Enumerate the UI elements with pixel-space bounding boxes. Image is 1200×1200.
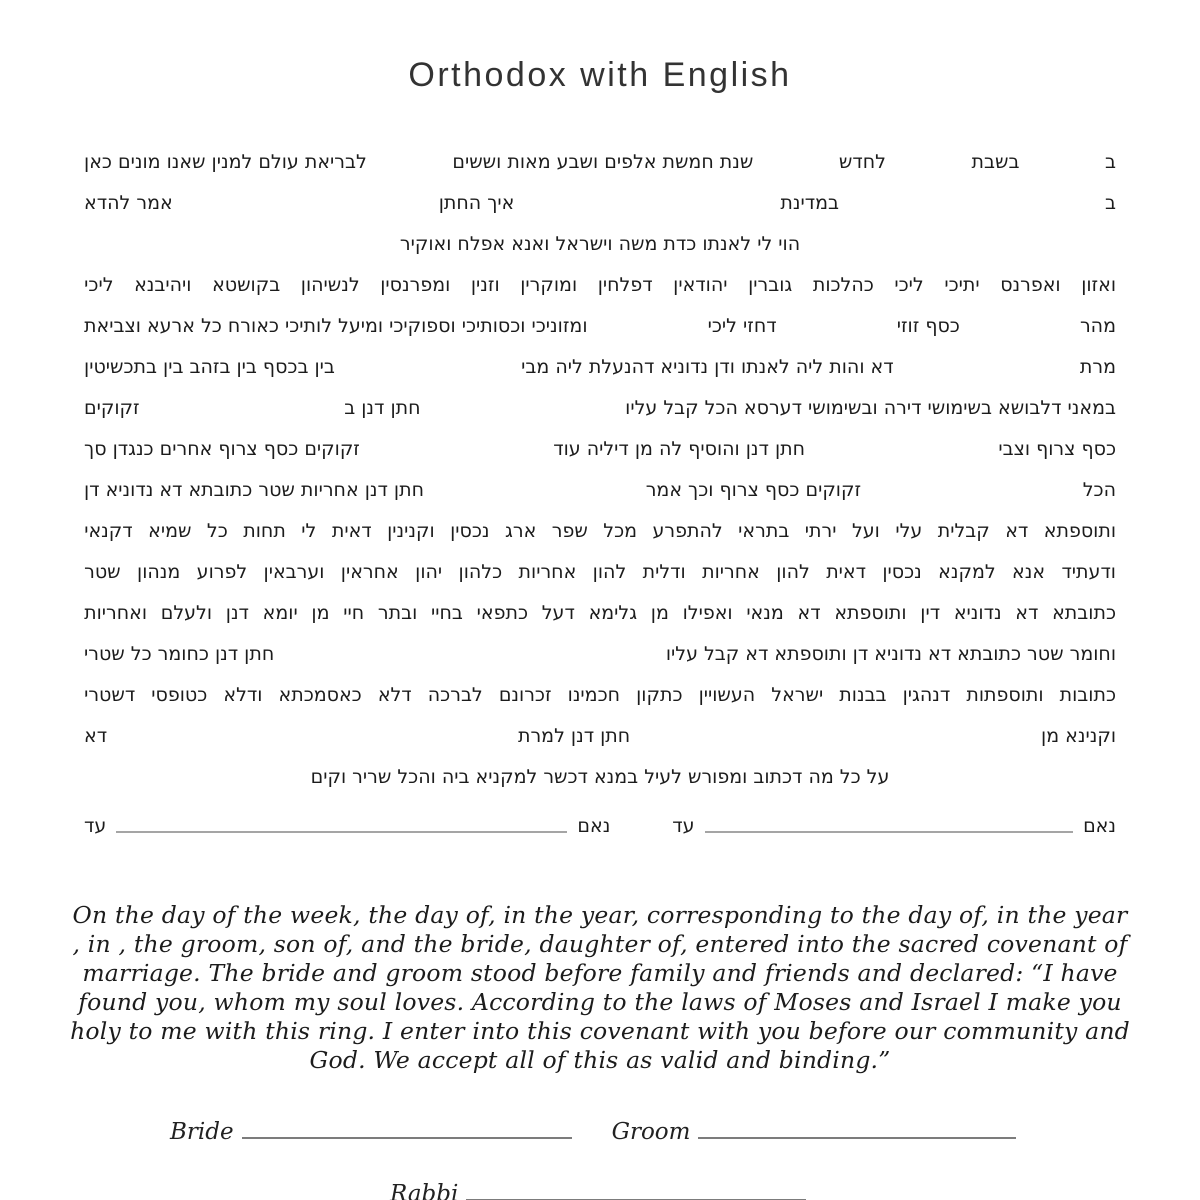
hebrew-segment: עלי [895,519,923,542]
hebrew-line [84,469,1116,510]
hebrew-segment: דחזי ליכי [707,314,777,337]
hebrew-segment: חתן דנן אחריות שטר כתובתא דא נדוניא דן [84,478,424,501]
hebrew-segment: במאני דלבושא בשימושי דירה ובשימושי דערסא הכל קבל עליו [625,396,1116,419]
hebrew-segment: ואזון [1081,273,1116,296]
witness-signature-line-2 [116,830,567,833]
hebrew-segment: לברכה [427,683,483,706]
hebrew-segment: וזנין [470,273,500,296]
hebrew-segment: ויהיבנא [134,273,192,296]
hebrew-segment: ודלא [223,683,263,706]
hebrew-segment: דקנאי [84,519,133,542]
hebrew-line [84,592,1116,633]
witness-label: עד [84,815,107,837]
hebrew-line [84,510,1116,551]
hebrew-segment: בקושטא [212,273,281,296]
hebrew-segment: חתן דנן למרת [517,724,631,747]
hebrew-segment: דא והות ליה לאנתו ודן נדוניא דהנעלת ליה מבי [521,355,894,378]
hebrew-segment: זקוקים [84,396,140,419]
hebrew-segment: מן [650,601,669,624]
hebrew-segment: ועל [851,519,880,542]
hebrew-segment: וקנינין [387,519,435,542]
hebrew-segment: יומא [262,601,298,624]
hebrew-segment: חתן דנן כחומר כל שטרי [84,642,275,665]
hebrew-segment: אנא [1012,560,1046,583]
hebrew-segment: אחריות [702,560,760,583]
groom-label: Groom [611,1119,691,1145]
witness-signature-slot-1 [672,815,1116,837]
hebrew-segment: להתפרע [652,519,723,542]
hebrew-segment: העשויין [698,683,756,706]
hebrew-line [84,346,1116,387]
hebrew-segment: חכמינו [567,683,621,706]
hebrew-segment: ואפילו [682,601,733,624]
hebrew-segment: בבנות [839,683,887,706]
hebrew-segment: כסף צרוף וצבי [998,437,1116,460]
hebrew-segment: דנהגין [902,683,951,706]
hebrew-segment: ב [1105,191,1116,214]
hebrew-segment: כתובות [1059,683,1116,706]
hebrew-segment: יהודאין [673,273,728,296]
hebrew-line [84,264,1116,305]
hebrew-segment: ישראל [771,683,824,706]
hebrew-segment: כל [206,519,228,542]
bride-signature-line [242,1123,572,1139]
hebrew-segment: ודלית [642,560,686,583]
hebrew-segment: שפר [551,519,588,542]
hebrew-segment: גלימא [588,601,638,624]
hebrew-segment: ואפרנס [1000,273,1061,296]
hebrew-segment: יתיכי [944,273,980,296]
hebrew-segment: בשבת [971,150,1020,173]
hebrew-segment: ודעתיד [1061,560,1116,583]
hebrew-segment: חיי [343,601,365,624]
hebrew-text-block [84,141,1116,797]
hebrew-segment: דין [920,601,941,624]
hebrew-segment: קבלית [937,519,990,542]
hebrew-witness-signature-row [84,807,1116,837]
hebrew-segment: ובתר [377,601,418,624]
english-vows-paragraph: On the day of the week, the day of, in the year, corresponding to the day of, in the year , in , the groom, son of, and the bride, daughter of, entered into the sacred covenant of marriage. The bride and groom stood before family and friends and declared: “I have found you, whom my soul loves. According to the laws of Moses and Israel I make you holy to me with this ring. I enter into this covenant with you before our community and God. We accept all of this as valid and binding.” [70,901,1130,1074]
bride-groom-signature-row [0,1119,1200,1145]
rabbi-label: Rabbi [390,1181,459,1200]
hebrew-segment: לבריאת עולם למנין שאנו מונים כאן [84,150,367,173]
hebrew-segment: כאסמכתא [278,683,362,706]
hebrew-line [84,715,1116,756]
hebrew-line [84,428,1116,469]
hebrew-segment: ב [1105,150,1116,173]
hebrew-segment: כתקון [636,683,683,706]
hebrew-segment: בחיי [431,601,463,624]
hebrew-segment: חתן דנן ב [344,396,421,419]
witness-label: עד [672,815,695,837]
hebrew-segment: ואחריות [84,601,148,624]
hebrew-segment: כטופסי [151,683,208,706]
hebrew-segment: מנהון [137,560,181,583]
hebrew-segment: דאית [826,560,866,583]
hebrew-segment: הכל [1082,478,1116,501]
hebrew-line [84,674,1116,715]
hebrew-line [84,387,1116,428]
hebrew-segment: זקוקים כסף צרוף וכך אמר [645,478,862,501]
hebrew-segment: לחדש [838,150,886,173]
hebrew-segment: איך החתן [438,191,515,214]
hebrew-segment: אמר להדא [84,191,173,214]
hebrew-segment: נכסין [450,519,490,542]
hebrew-segment: שנת חמשת אלפים ושבע מאות וששים [452,150,754,173]
hebrew-segment: כתובתא [1052,601,1116,624]
hebrew-segment: למקנא [938,560,996,583]
hebrew-segment: מנאי [746,601,784,624]
witness-signature-line-1 [705,830,1074,833]
rabbi-signature-line [466,1185,806,1200]
hebrew-segment: להון [776,560,810,583]
hebrew-segment: לפרוע [196,560,248,583]
hebrew-line [84,633,1116,674]
hebrew-segment: שמיא [148,519,192,542]
hebrew-segment: מן [311,601,330,624]
hebrew-segment: מכל [603,519,638,542]
declarant-label: נאם [1083,815,1116,837]
hebrew-segment: דא [797,601,821,624]
hebrew-segment: דפלחין [597,273,653,296]
hebrew-line: הוי לי לאנתו כדת משה וישראל ואנא אפלח ואוקיר [399,232,801,255]
hebrew-segment: דא [1015,601,1039,624]
hebrew-segment: כהלכות [812,273,874,296]
hebrew-segment: מרת [1079,355,1116,378]
hebrew-segment: דשטרי [84,683,136,706]
hebrew-segment: ירתי [804,519,837,542]
hebrew-segment: זקוקים כסף צרוף אחרים כנגדן סך [84,437,360,460]
hebrew-segment: אחריות [518,560,577,583]
hebrew-segment: אחראין [340,560,399,583]
hebrew-segment: דעל [541,601,575,624]
hebrew-segment: וקנינא מן [1041,724,1116,747]
hebrew-segment: במדינת [780,191,839,214]
hebrew-segment: גוברין [748,273,793,296]
hebrew-segment: כסף זוזי [896,314,960,337]
hebrew-segment: דא [84,724,108,747]
hebrew-segment: דנן [225,601,249,624]
hebrew-line [84,182,1116,223]
page-title: Orthodox with English [408,56,792,94]
hebrew-segment: וחומר שטר כתובתא דא נדוניא דן ותוספתא דא קבל עליו [665,642,1116,665]
hebrew-segment: כלהון [458,560,503,583]
hebrew-segment: כתפאי [476,601,529,624]
hebrew-segment: ומזוניכי וכסותיכי וספוקיכי ומיעל לותיכי כאורח כל ארעא וצביאת [84,314,588,337]
bride-label: Bride [170,1119,234,1145]
hebrew-segment: דאית [331,519,372,542]
hebrew-line [84,305,1116,346]
hebrew-segment: ומוקרין [520,273,578,296]
hebrew-segment: דא [1005,519,1029,542]
rabbi-signature-row [0,1181,1200,1200]
hebrew-segment: לי [301,519,317,542]
hebrew-segment: להון [592,560,627,583]
hebrew-segment: ותוספתא [1043,519,1116,542]
hebrew-segment: וערבאין [263,560,325,583]
hebrew-segment: לנשיהון [300,273,360,296]
hebrew-segment: בתראי [738,519,790,542]
hebrew-segment: חתן דנן והוסיף לה מן דיליה עוד [553,437,806,460]
hebrew-segment: יהון [415,560,443,583]
hebrew-segment: ליכי [894,273,924,296]
hebrew-segment: נכסין [882,560,922,583]
hebrew-segment: נדוניא [953,601,1002,624]
hebrew-segment: ותוספתא [834,601,907,624]
groom-signature-line [698,1123,1016,1139]
hebrew-segment: ומפרנסין [380,273,451,296]
witness-signature-slot-2 [84,815,610,837]
hebrew-line [84,551,1116,592]
hebrew-segment: שטר [84,560,121,583]
hebrew-segment: ליכי [84,273,114,296]
hebrew-segment: מהר [1079,314,1116,337]
hebrew-segment: דלא [377,683,412,706]
declarant-label: נאם [577,815,611,837]
hebrew-line [84,141,1116,182]
hebrew-segment: ארג [505,519,537,542]
hebrew-segment: זכרונם [498,683,552,706]
hebrew-segment: בין בכסף בין בזהב בין בתכשיטין [84,355,335,378]
hebrew-segment: ותוספתות [966,683,1044,706]
hebrew-segment: תחות [243,519,286,542]
hebrew-segment: ולעלם [160,601,213,624]
hebrew-line: על כל מה דכתוב ומפורש לעיל במנא דכשר למקניא ביה והכל שריר וקים [310,765,890,788]
